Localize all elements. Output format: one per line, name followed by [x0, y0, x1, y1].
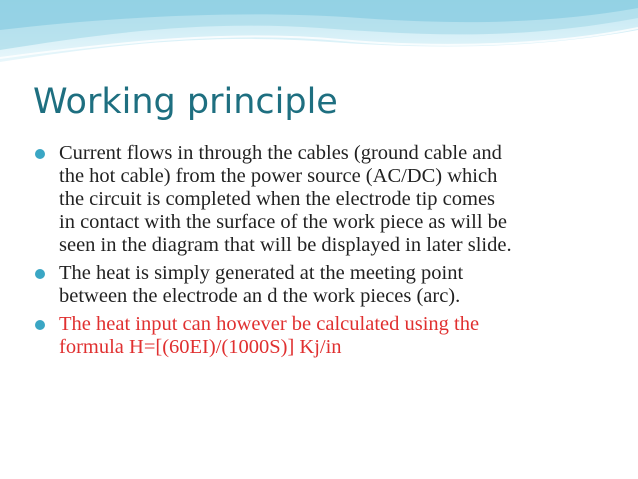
bullet-line: seen in the diagram that will be displayed in later slide.	[59, 234, 512, 256]
bullet-line: in contact with the surface of the work piece as will be	[59, 211, 507, 233]
header-wave-decoration	[0, 0, 638, 80]
bullet-item	[33, 313, 613, 359]
bullet-dot-icon	[35, 269, 45, 279]
bullet-line: between the electrode an d the work pieces (arc).	[59, 285, 461, 307]
bullet-line: the circuit is completed when the electrode tip comes	[59, 188, 496, 210]
bullet-line: The heat is simply generated at the meeting point	[59, 262, 464, 284]
bullet-line: formula H=[(60EI)/(1000S)] Kj/in	[59, 336, 342, 358]
bullet-list	[33, 142, 613, 364]
bullet-line: the hot cable) from the power source (AC/DC) which	[59, 165, 498, 187]
bullet-line: The heat input can however be calculated using the	[59, 313, 480, 335]
bullet-line: Current flows in through the cables (ground cable and	[59, 142, 502, 164]
bullet-dot-icon	[35, 149, 45, 159]
slide-title: Working principle	[33, 82, 338, 122]
bullet-item	[33, 142, 613, 257]
bullet-dot-icon	[35, 320, 45, 330]
bullet-item	[33, 262, 613, 308]
